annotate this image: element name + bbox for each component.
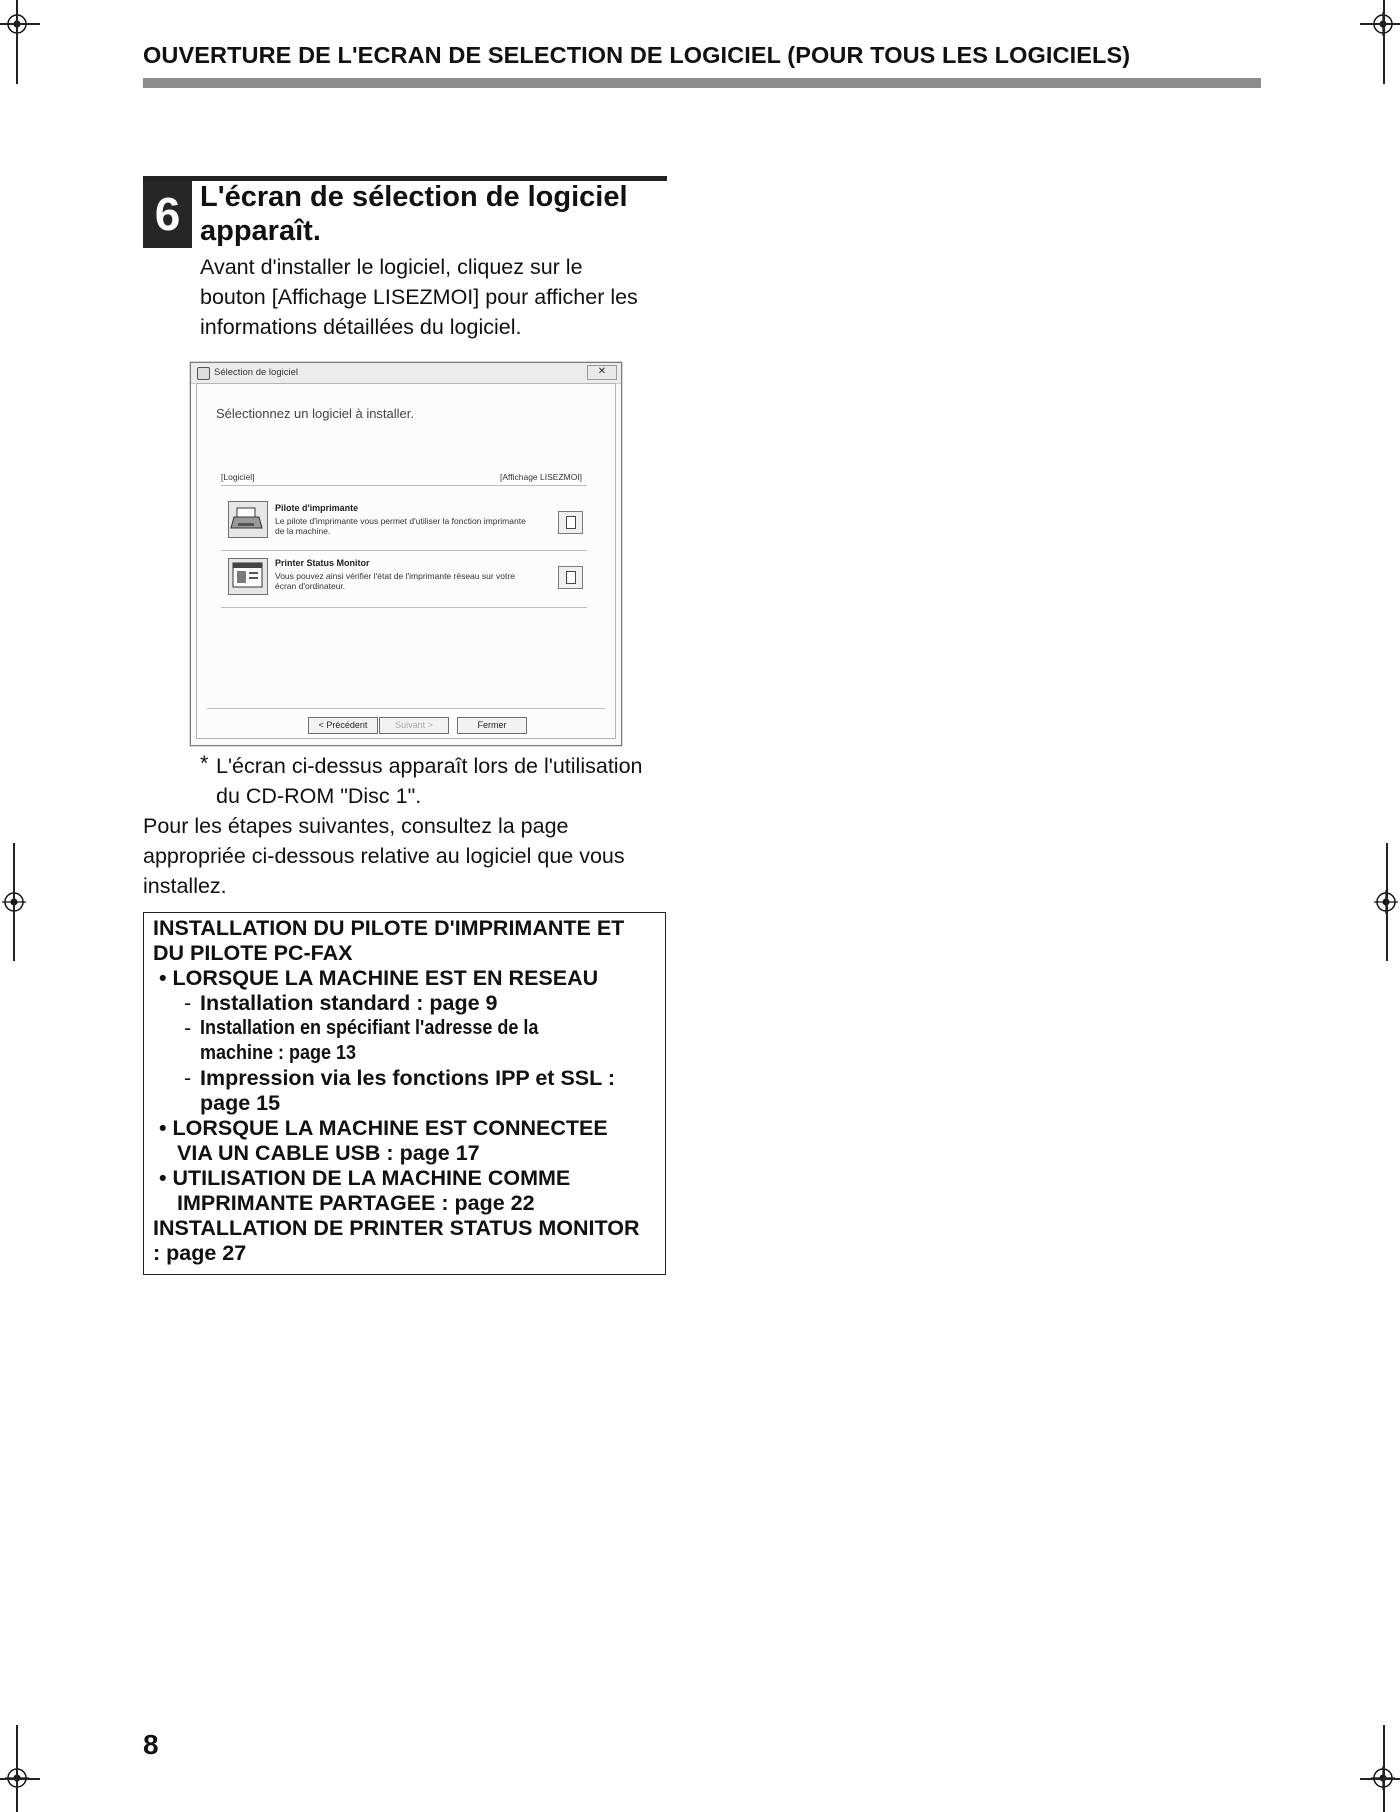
page-number: 8 xyxy=(143,1729,159,1760)
printer-driver-title[interactable]: Pilote d'imprimante xyxy=(275,503,359,513)
footnote-line: du CD-ROM "Disc 1". xyxy=(216,784,422,808)
dialog-titlebar xyxy=(191,363,621,384)
printer-icon[interactable] xyxy=(228,501,268,538)
toc-link-status-monitor[interactable]: INSTALLATION DE PRINTER STATUS MONITOR xyxy=(153,1216,640,1240)
readme-column-header: [Affichage LISEZMOI] xyxy=(500,472,583,482)
installation-reference-box xyxy=(143,912,666,1275)
close-button[interactable]: ✕ xyxy=(587,365,617,380)
dialog-separator xyxy=(221,485,587,486)
toc-bullet-usb[interactable]: VIA UN CABLE USB : page 17 xyxy=(177,1141,480,1165)
footnote-marker: * xyxy=(200,751,209,775)
step-heading xyxy=(200,180,670,248)
toc-bullet-usb[interactable]: • LORSQUE LA MACHINE EST CONNECTEE xyxy=(159,1116,608,1140)
dialog-content xyxy=(196,383,616,739)
status-monitor-title[interactable]: Printer Status Monitor xyxy=(275,558,370,568)
printer-driver-desc xyxy=(275,516,555,536)
step-body-line: bouton [Affichage LISEZMOI] pour afficher les xyxy=(200,285,638,309)
toc-link-ipp-ssl[interactable]: page 15 xyxy=(200,1091,281,1115)
dialog-separator xyxy=(221,550,587,551)
step-heading-line: apparaît. xyxy=(200,215,321,247)
toc-link-status-monitor[interactable]: : page 27 xyxy=(153,1241,247,1265)
toc-link-ipp-ssl[interactable]: Impression via les fonctions IPP et SSL : xyxy=(200,1066,615,1090)
close-dialog-button[interactable]: Fermer xyxy=(457,717,527,734)
next-steps-line: appropriée ci-dessous relative au logiciel que vous xyxy=(143,844,625,868)
step-body xyxy=(200,252,670,342)
next-steps-text xyxy=(143,811,663,901)
document-icon xyxy=(566,571,576,584)
next-button[interactable]: Suivant > xyxy=(379,717,449,734)
next-steps-line: installez. xyxy=(143,874,227,898)
readme-button[interactable] xyxy=(558,566,583,589)
dialog-title: Sélection de logiciel xyxy=(214,367,298,378)
toc-link-address-install[interactable]: Installation en spécifiant l'adresse de la xyxy=(200,1017,539,1039)
readme-button[interactable] xyxy=(558,511,583,534)
software-selection-dialog xyxy=(190,362,622,746)
item-desc-line: de la machine. xyxy=(275,526,331,536)
dialog-separator xyxy=(221,607,587,608)
dialog-footer-separator xyxy=(207,708,605,709)
status-monitor-icon[interactable] xyxy=(228,558,268,595)
back-button[interactable]: < Précédent xyxy=(308,717,378,734)
status-monitor-desc xyxy=(275,571,555,591)
page-header-title: OUVERTURE DE L'ECRAN DE SELECTION DE LOGICIEL (POUR TOUS LES LOGICIELS) xyxy=(143,42,1131,68)
toc-bullet-shared[interactable]: • UTILISATION DE LA MACHINE COMME xyxy=(159,1166,571,1190)
toc-heading: DU PILOTE PC-FAX xyxy=(153,941,353,965)
dialog-prompt: Sélectionnez un logiciel à installer. xyxy=(216,406,415,421)
step-body-line: Avant d'installer le logiciel, cliquez sur le xyxy=(200,255,583,279)
footnote-text xyxy=(216,751,676,811)
toc-dash: - xyxy=(184,1066,192,1090)
next-steps-line: Pour les étapes suivantes, consultez la page xyxy=(143,814,569,838)
step-body-line: informations détaillées du logiciel. xyxy=(200,315,522,339)
document-icon xyxy=(566,516,576,529)
toc-link-address-install[interactable]: machine : page 13 xyxy=(200,1042,357,1064)
setup-app-icon xyxy=(197,367,210,380)
step-number-badge: 6 xyxy=(143,181,192,248)
header-rule xyxy=(143,78,1261,88)
toc-link-standard-install[interactable]: Installation standard : page 9 xyxy=(200,991,498,1015)
item-desc-line: écran d'ordinateur. xyxy=(275,581,346,591)
toc-dash: - xyxy=(184,991,192,1015)
item-desc-line: Le pilote d'imprimante vous permet d'utiliser la fonction imprimante xyxy=(275,516,526,526)
toc-bullet-shared[interactable]: IMPRIMANTE PARTAGEE : page 22 xyxy=(177,1191,535,1215)
step-heading-line: L'écran de sélection de logiciel xyxy=(200,181,628,213)
toc-bullet: • LORSQUE LA MACHINE EST EN RESEAU xyxy=(159,966,599,990)
toc-heading: INSTALLATION DU PILOTE D'IMPRIMANTE ET xyxy=(153,916,625,940)
software-column-header: [Logiciel] xyxy=(221,472,255,482)
footnote-line: L'écran ci-dessus apparaît lors de l'utilisation xyxy=(216,754,643,778)
toc-dash: - xyxy=(184,1016,192,1040)
item-desc-line: Vous pouvez ainsi vérifier l'état de l'imprimante réseau sur votre xyxy=(275,571,515,581)
